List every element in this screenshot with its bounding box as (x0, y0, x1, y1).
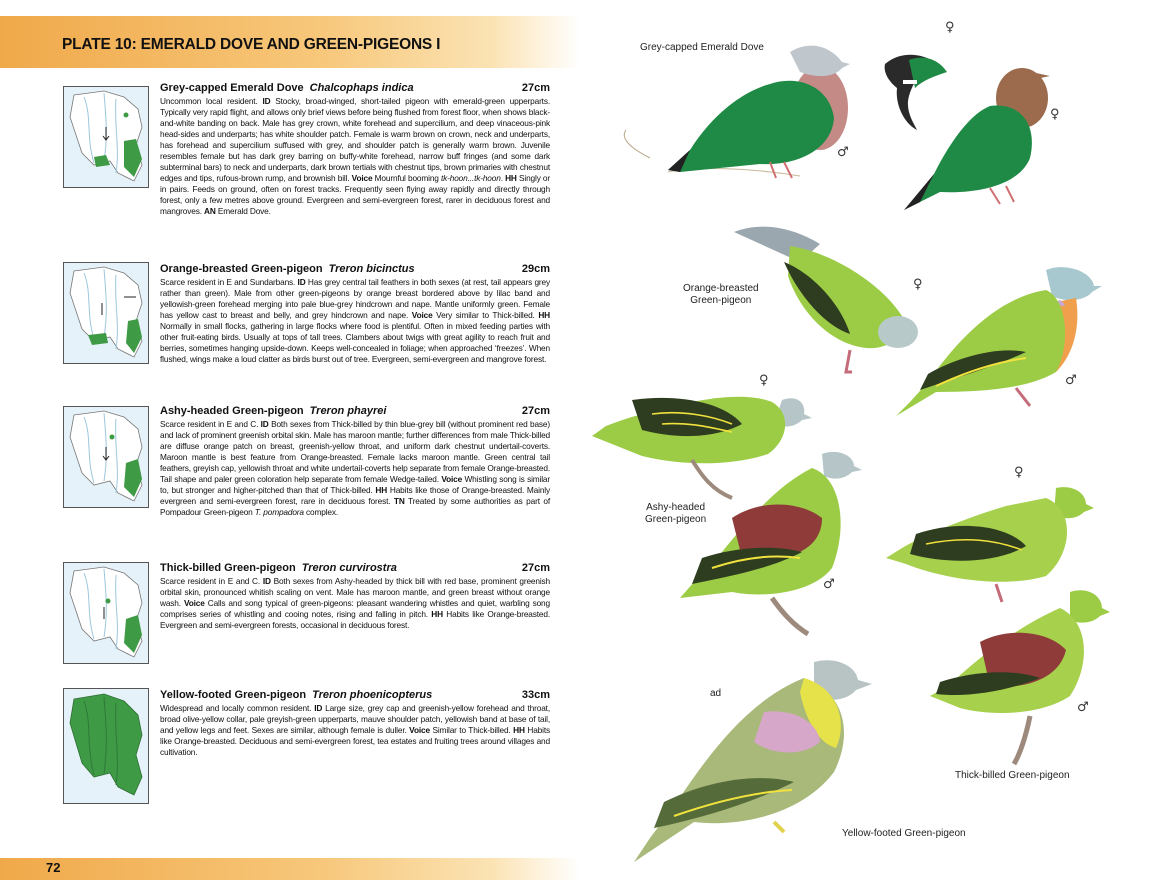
female-symbol: ♀ (1050, 107, 1060, 122)
label-grey-capped-emerald-dove: Grey-capped Emerald Dove (640, 42, 764, 53)
length: 33cm (521, 689, 550, 701)
length: 27cm (521, 82, 550, 94)
emerald-dove-male-illustration (620, 38, 870, 188)
bangladesh-map-icon (64, 263, 148, 363)
species-entry (160, 561, 550, 631)
thick-billed-male-illustration (930, 586, 1120, 766)
entry-heading (160, 404, 550, 418)
scientific-name: Treron phoenicopterus (312, 689, 433, 701)
range-map-grey-capped (63, 86, 149, 188)
label-orange-breasted-green-pigeon: Orange-breasted Green-pigeon (683, 283, 759, 306)
range-map-orange-breasted (63, 262, 149, 364)
common-name: Grey-capped Emerald Dove (160, 82, 304, 94)
species-entry (160, 688, 550, 758)
ashy-headed-male-illustration (672, 448, 872, 638)
female-symbol: ♀ (913, 277, 923, 292)
entry-description: Scarce resident in E and C. ID Both sexes from Ashy-headed by thick bill with red base, prominent greenish orbital skin, pronounced whitish scaling on vent. Male has maroon mantle, and green breast without orange wash. Voice Calls and song typical of green-pigeons: pleasant wandering whistles and quiet, warbling song comprises series of whistling and cooing notes, rising and falling in pitch. HH Habits like Orange-breasted. Evergreen and semi-evergreen forests, occasional in deciduous forest. (160, 576, 550, 631)
common-name: Ashy-headed Green-pigeon (160, 405, 304, 417)
male-symbol: ♂ (1077, 700, 1089, 715)
species-entry (160, 262, 550, 365)
range-map-thick-billed (63, 562, 149, 664)
entry-heading (160, 262, 550, 276)
male-symbol: ♂ (1065, 373, 1077, 388)
common-name: Yellow-footed Green-pigeon (160, 689, 307, 701)
female-symbol: ♀ (759, 373, 769, 388)
page-number: 72 (46, 860, 61, 875)
male-symbol: ♂ (823, 577, 835, 592)
bangladesh-map-icon (64, 689, 148, 803)
entry-heading (160, 81, 550, 95)
length: 29cm (521, 263, 550, 275)
scientific-name: Treron phayrei (309, 405, 387, 417)
plate-title: PLATE 10: EMERALD DOVE AND GREEN-PIGEONS I (62, 36, 441, 53)
entry-description: Scarce resident in E and Sundarbans. ID Has grey central tail feathers in both sexes (at rest, tail appears grey rather than green). Male from other green-pigeons by orange breast bordered above by lilac band and yellowish-green forehead merging into pale blue-grey hindcrown and nape. Mantle uniformly green. Female has yellow cast to breast and belly, and grey hindcrown and nape. Voice Very similar to Thick-billed. HH Normally in small flocks, gathering in large flocks where food is plentiful. Often in mixed feeding parties with other fruit-eating birds. Usually at tops of tall trees. Clambers about twigs with great agility to reach fruit and berries, sometimes hanging upside-down. Keeps well-concealed in foliage; when approached ‘freezes’. When flushed, wings make a loud clatter as birds burst out of tree. Evergreen, semi-evergreen and mangrove forest. (160, 277, 550, 365)
orange-breasted-male-illustration (896, 262, 1106, 422)
entry-description: Scarce resident in E and C. ID Both sexes from Thick-billed by thin blue-grey bill (without prominent red base) and lack of prominent greenish orbital skin. Male has maroon mantle; further differences from male Thick-billed are diffuse orange patch on breast, greenish-yellow throat, and uniform dark chestnut undertail-coverts. Maroon mantle is best feature from Orange-breasted. Female lacks maroon mantle. Green central tail feathers, greyish cap, yellowish throat and white undertail-coverts help separate from female Orange-breasted. Tail shape and paler green coloration help separate from female Wedge-tailed. Voice Whistling song is similar to, but stronger and higher-pitched than that of Thick-billed. HH Habits like those of Orange-breasted. Mainly evergreen and semi-evergreen forest, rare in deciduous forest. TN Treated by some authorities as part of Pompadour Green-pigeon T. pompadora complex. (160, 419, 551, 518)
entry-description: Uncommon local resident. ID Stocky, broad-winged, short-tailed pigeon with emerald-green upperparts. Typically very rapid flight, and allows only brief views before being flushed from forest floor, when shows black-and-white banding on back. Male has grey crown, white forehead and supercilium, and deep vinaceous-pink head-sides and underparts; has white shoulder patch. Female is warm brown on crown, neck and underparts, has forehead and supercilium suffused with grey, and shoulder patch is generally warm brown. Juvenile resembles female but has dark grey barring on buffy-white forehead, narrow buff fringes (and some dark subterminal bars) to neck and underparts, dark brown tertials with chestnut tips, brown primaries with chestnut edges and tips, rufous-brown rump, and brownish bill. Voice Mournful booming tk-hoon...tk-hoon. HH Singly or in pairs. Feeds on ground, often on forest tracks. Frequently seen flying away rapidly and directly through forest, only a few metres above ground. Evergreen and semi-evergreen forest, rarer in deciduous forest and mangroves. AN Emerald Dove. (160, 96, 551, 217)
entry-description: Widespread and locally common resident. ID Large size, grey cap and greenish-yellow forehead and throat, broad olive-yellow collar, pale greyish-green upperparts, mauve shoulder patch, yellowish band at base of tail, and yellow legs and feet. Sexes are similar, although female is duller. Voice Similar to Thick-billed. HH Habits like Orange-breasted. Deciduous and semi-evergreen forest, tea estates and fruiting trees around villages and cultivation. (160, 703, 550, 758)
yellow-footed-illustration (624, 652, 880, 862)
species-entry (160, 404, 550, 518)
male-symbol: ♂ (837, 145, 849, 160)
scientific-name: Chalcophaps indica (309, 82, 414, 94)
label-ashy-headed-green-pigeon: Ashy-headed Green-pigeon (645, 502, 707, 525)
bangladesh-map-icon (64, 407, 148, 507)
label-adult: ad (710, 688, 722, 699)
label-thick-billed-green-pigeon: Thick-billed Green-pigeon (955, 770, 1070, 781)
entry-heading (160, 561, 550, 575)
range-map-yellow-footed (63, 688, 149, 804)
scientific-name: Treron curvirostra (301, 562, 397, 574)
range-map-ashy-headed (63, 406, 149, 508)
bangladesh-map-icon (64, 87, 148, 187)
length: 27cm (521, 405, 550, 417)
species-entry (160, 81, 550, 218)
label-yellow-footed-green-pigeon: Yellow-footed Green-pigeon (842, 828, 966, 839)
female-symbol: ♀ (1014, 465, 1024, 480)
footer-band (0, 858, 580, 880)
emerald-dove-female-illustration (890, 54, 1070, 214)
bangladesh-map-icon (64, 563, 148, 663)
common-name: Orange-breasted Green-pigeon (160, 263, 323, 275)
length: 27cm (521, 562, 550, 574)
female-symbol: ♀ (945, 20, 955, 35)
common-name: Thick-billed Green-pigeon (160, 562, 296, 574)
entry-heading (160, 688, 550, 702)
scientific-name: Treron bicinctus (328, 263, 415, 275)
